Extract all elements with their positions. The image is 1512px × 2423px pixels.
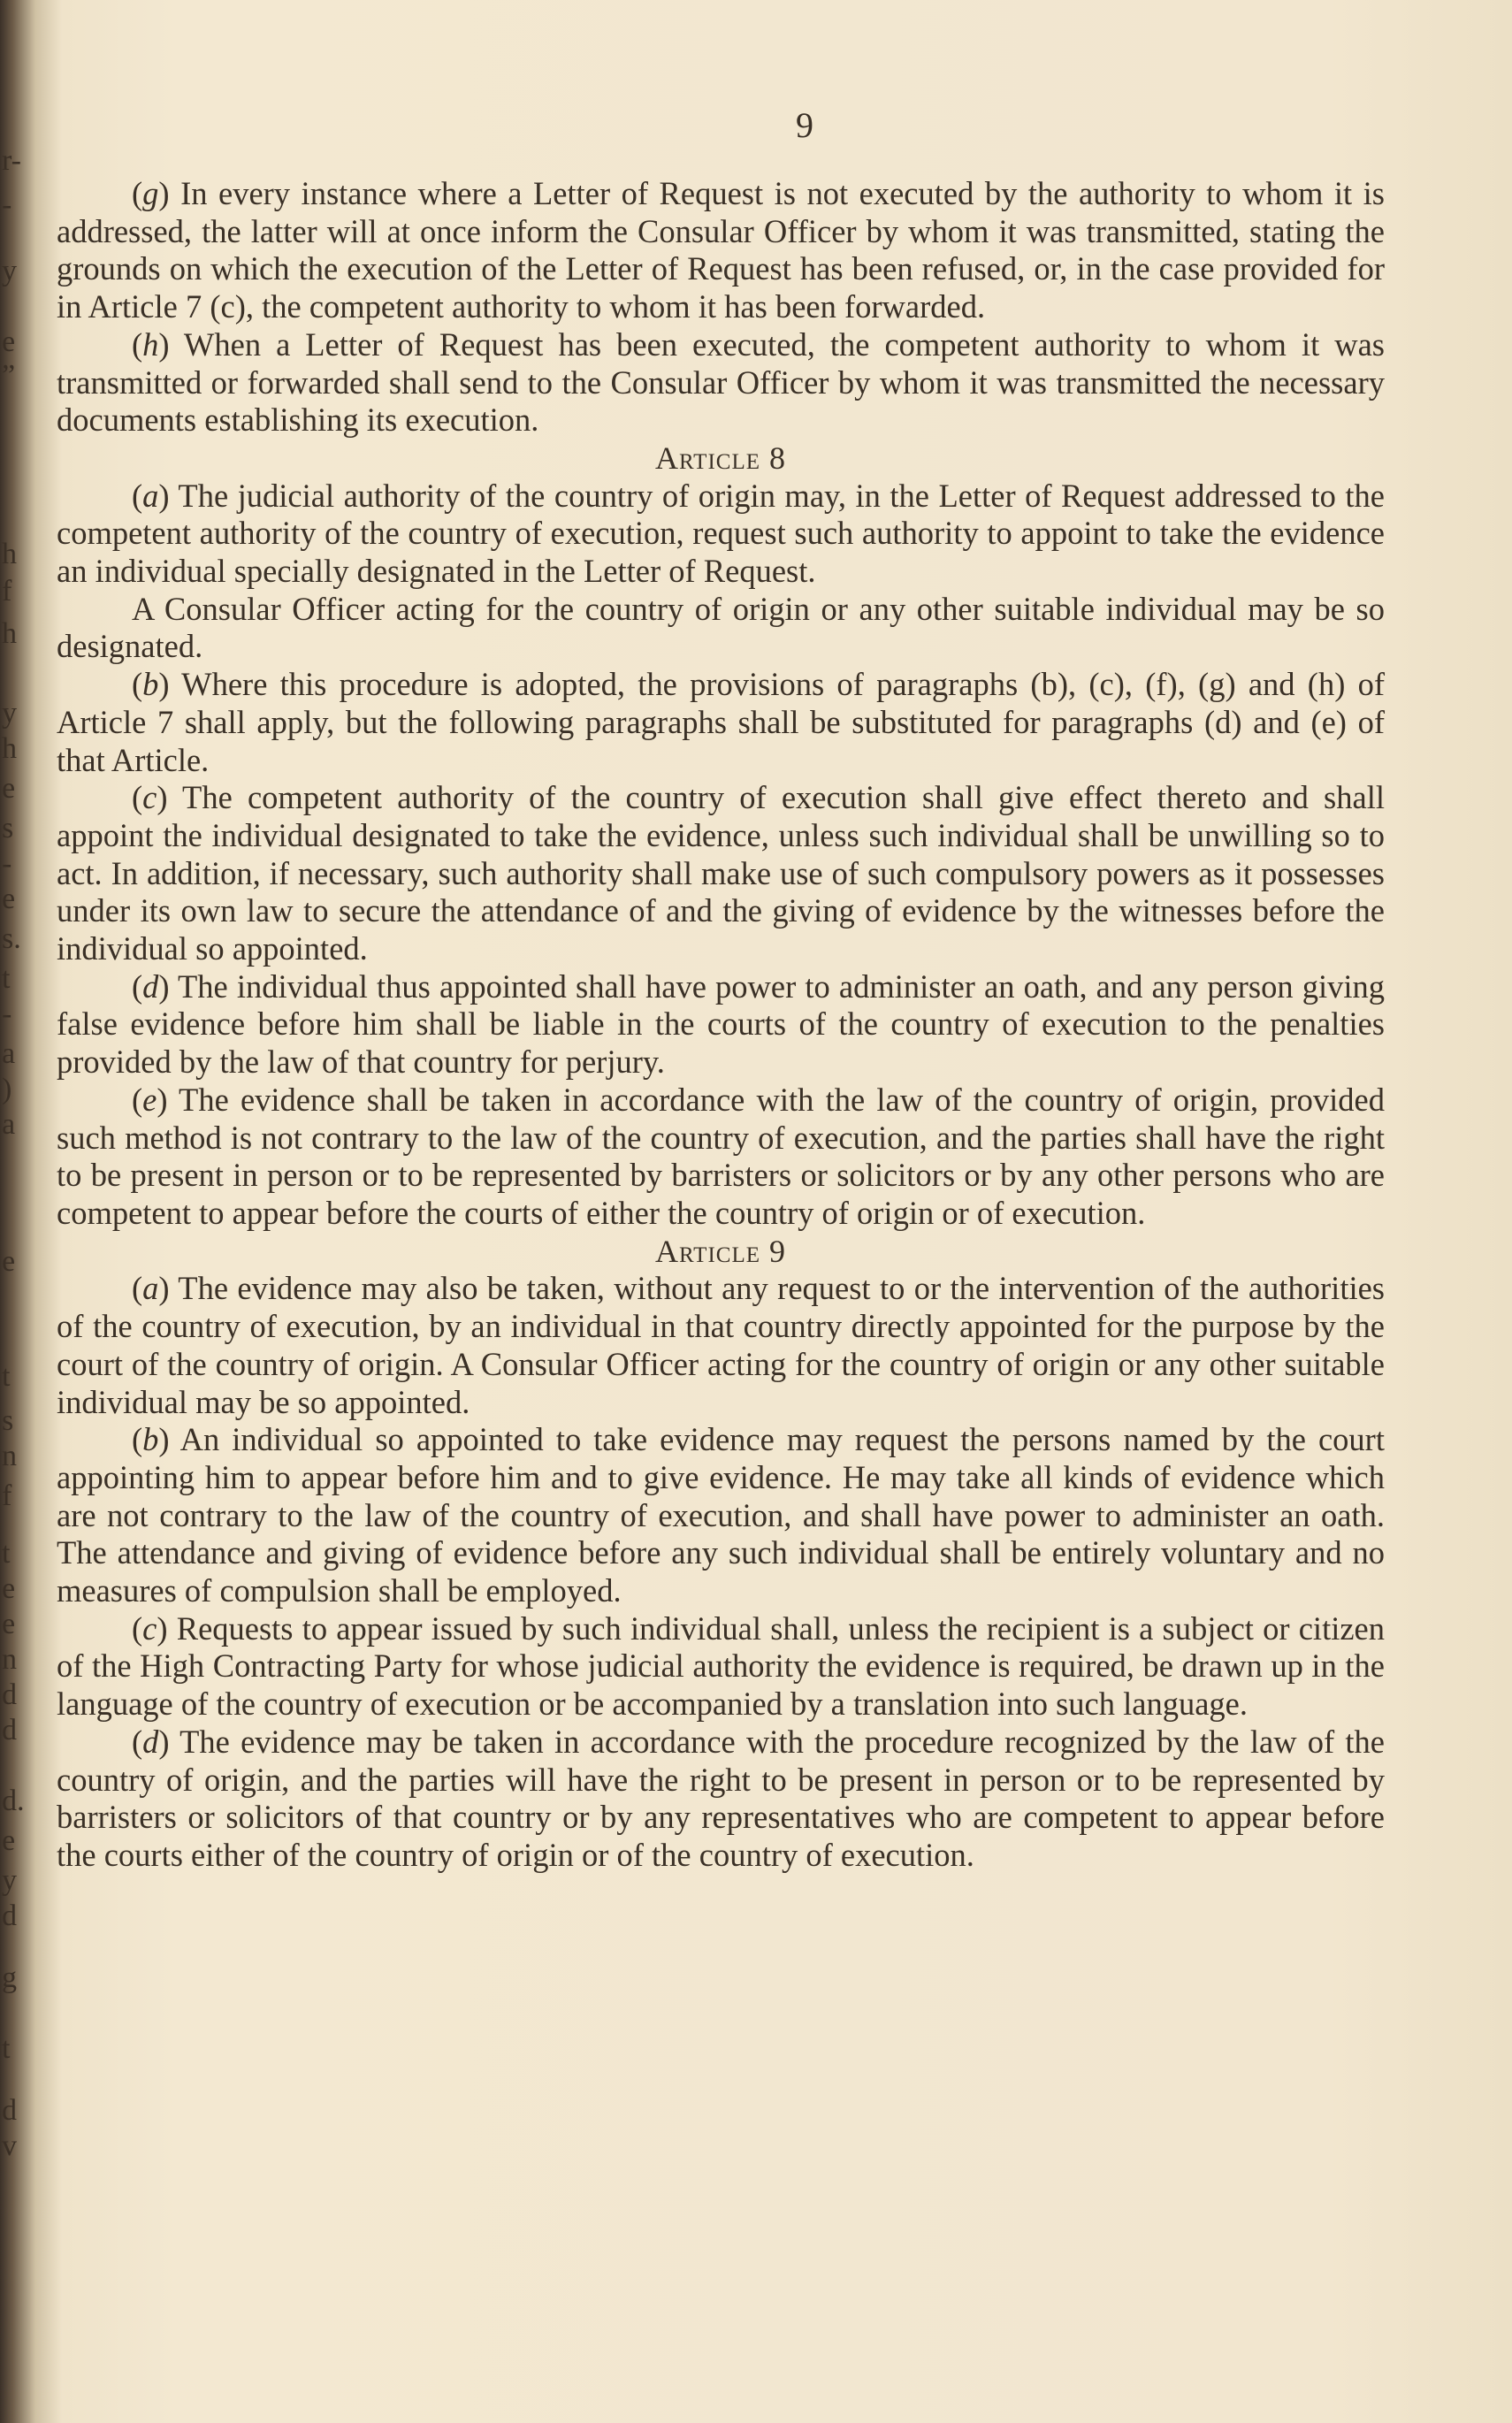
paragraph-label: (h) bbox=[132, 325, 170, 363]
adjacent-page-fragment: e bbox=[2, 883, 16, 915]
adjacent-page-fragment: n bbox=[2, 1440, 17, 1472]
paragraph-label: (b) bbox=[132, 1421, 170, 1458]
adjacent-page-fragment: a bbox=[2, 1037, 16, 1070]
adjacent-page-fragment: f bbox=[2, 575, 12, 608]
adjacent-page-fragment: f bbox=[2, 1479, 12, 1512]
paragraph-label: (b) bbox=[132, 666, 170, 703]
adjacent-page-fragment: d bbox=[2, 2094, 17, 2127]
paragraph-label: (g) bbox=[132, 175, 170, 211]
paragraph-label: (c) bbox=[132, 1609, 168, 1647]
paragraph-text: The evidence may be taken in accordance with the procedure recognized by the law of the country of origin, and the parties will have the right to be present in person or to be represented by barristers or solicitors of that country or by any representatives who are competent to appear before the courts either of the country of origin or of the country of execution. bbox=[57, 1723, 1385, 1873]
adjacent-page-fragment: n bbox=[2, 1643, 17, 1676]
paragraph-text: The judicial authority of the country of origin may, in the Letter of Request addressed to the competent authority of the country of execution, request such authority to appoint to take the evidence an individual specially designated in the Letter of Request. bbox=[57, 477, 1385, 590]
paragraph-text: The individual thus appointed shall have power to administer an oath, and any person giving false evidence before him shall be liable in the courts of the country of execution to the penalties provided by the law of that country for perjury. bbox=[57, 967, 1385, 1081]
adjacent-page-fragment: r- bbox=[2, 144, 21, 177]
adjacent-page-fragment: d bbox=[2, 1678, 17, 1711]
paragraph-label: (a) bbox=[132, 477, 170, 514]
adjacent-page-fragment: e bbox=[2, 1572, 16, 1605]
adjacent-page-fragment: t bbox=[2, 2032, 11, 2065]
paragraph bbox=[57, 1421, 1385, 1610]
adjacent-page-fragment: a bbox=[2, 1108, 16, 1141]
paragraph bbox=[57, 779, 1385, 968]
adjacent-page-fragment: y bbox=[2, 697, 17, 730]
paragraph-label: (e) bbox=[132, 1081, 168, 1118]
adjacent-page-fragment: v bbox=[2, 2129, 17, 2162]
paragraph-text: Where this procedure is adopted, the provisions of paragraphs (b), (c), (f), (g) and (h) of Article 7 shall apply, but the following paragraphs shall be substituted for paragraphs (d) and (e) of that Article. bbox=[57, 666, 1385, 778]
adjacent-page-fragment: s bbox=[2, 1404, 14, 1437]
adjacent-page-fragment: d bbox=[2, 1714, 17, 1747]
paragraph bbox=[57, 968, 1385, 1082]
adjacent-page-fragment: - bbox=[2, 188, 12, 221]
paragraph bbox=[57, 1724, 1385, 1875]
adjacent-page-fragment: h bbox=[2, 617, 17, 650]
paragraph-text: Requests to appear issued by such individual shall, unless the recipient is a subject or citizen of the High Contracting Party for whose judicial authority the evidence is required, be drawn up in the language of the country of execution or be accompanied by a translation into such language. bbox=[57, 1609, 1385, 1723]
adjacent-page-fragment: s bbox=[2, 812, 14, 845]
paragraph-label: (d) bbox=[132, 1723, 170, 1760]
paragraph-text: The competent authority of the country of execution shall give effect thereto and shall appoint the individual designated to take the evidence, unless such individual shall be unwilling so to act. In addition, if necessary, such authority shall make use of such compulsory powers as it possesses under its own law to secure the attendance of and the giving of evidence by the witnesses before the individual so appointed. bbox=[57, 779, 1385, 967]
adjacent-page-fragment: e bbox=[2, 325, 16, 358]
adjacent-page-fragment: t bbox=[2, 1537, 11, 1570]
adjacent-page-fragment: e bbox=[2, 1608, 16, 1640]
paragraph-text: The evidence shall be taken in accordance with the law of the country of origin, provided such method is not contrary to the law of the country of execution, and the parties shall have the right to be present in person or to be represented by barristers or solicitors or by any other persons who are competent to appear before the courts of either the country of origin or of execution. bbox=[57, 1081, 1385, 1231]
adjacent-page-fragment: d. bbox=[2, 1785, 25, 1817]
adjacent-page-fragment: t bbox=[2, 962, 11, 995]
paragraph bbox=[57, 666, 1385, 779]
paragraph bbox=[57, 1270, 1385, 1421]
paragraph bbox=[57, 478, 1385, 591]
adjacent-page-fragment: d bbox=[2, 1899, 17, 1932]
paragraph-text: The evidence may also be taken, without any request to or the intervention of the authorities of the country of execution, by an individual in that country directly appointed for the purpose by the court of the country of origin. A Consular Officer acting for the country of origin or any other suitable individual may be so appointed. bbox=[57, 1270, 1385, 1420]
adjacent-page-fragment: ” bbox=[2, 359, 16, 392]
paragraph bbox=[57, 326, 1385, 440]
paragraph-text: In every instance where a Letter of Request is not executed by the authority to whom it is addressed, the latter will at once inform the Consular Officer by whom it was transmitted, stating the grounds on which the execution of the Letter of Request has been refused, or, in the case provided for in Article 7 (c), the competent authority to whom it has been forwarded. bbox=[57, 175, 1386, 325]
paragraph-label: (c) bbox=[132, 779, 168, 816]
adjacent-page-fragment: - bbox=[2, 847, 12, 880]
adjacent-page-fragment: y bbox=[2, 1864, 17, 1897]
adjacent-page-fragment: e bbox=[2, 1824, 16, 1857]
document-body bbox=[57, 175, 1385, 1875]
adjacent-page-fragment: g bbox=[2, 1961, 17, 1994]
adjacent-page-fragment: - bbox=[2, 997, 12, 1030]
paragraph-label: (d) bbox=[132, 967, 170, 1005]
paragraph bbox=[57, 1082, 1385, 1233]
page-number: 9 bbox=[796, 105, 813, 145]
adjacent-page-fragment: e bbox=[2, 772, 16, 805]
article-heading: Article 9 bbox=[655, 1233, 786, 1269]
paragraph-text: A Consular Officer acting for the country of origin or any other suitable individual may be so designated. bbox=[57, 590, 1385, 665]
paragraph-text: An individual so appointed to take evidence may request the persons named by the court appointing him to appear before him and to give evidence. He may take all kinds of evidence which are not contrary to the law of the country of execution, and shall have power to administer an oath. The attendance and giving of evidence before any such individual shall be entirely voluntary and no measures of compulsion shall be employed. bbox=[57, 1421, 1385, 1609]
adjacent-page-fragment: h bbox=[2, 538, 17, 570]
paragraph bbox=[57, 1610, 1385, 1724]
adjacent-page-fragment: y bbox=[2, 255, 17, 287]
adjacent-page-margin bbox=[0, 0, 32, 2423]
adjacent-page-fragment: t bbox=[2, 1360, 11, 1393]
paragraph-text: When a Letter of Request has been executed, the competent authority to whom it was transmitted or forwarded shall send to the Consular Officer by whom it was transmitted the necessary documents establishing its execution. bbox=[57, 325, 1386, 439]
article-heading: Article 8 bbox=[655, 440, 786, 476]
adjacent-page-fragment: s. bbox=[2, 922, 21, 955]
adjacent-page-fragment: ) bbox=[2, 1073, 12, 1105]
adjacent-page-fragment: e bbox=[2, 1245, 16, 1278]
adjacent-page-fragment: h bbox=[2, 732, 17, 765]
paragraph bbox=[57, 591, 1385, 666]
paragraph bbox=[57, 175, 1385, 326]
paragraph-label: (a) bbox=[132, 1270, 170, 1307]
